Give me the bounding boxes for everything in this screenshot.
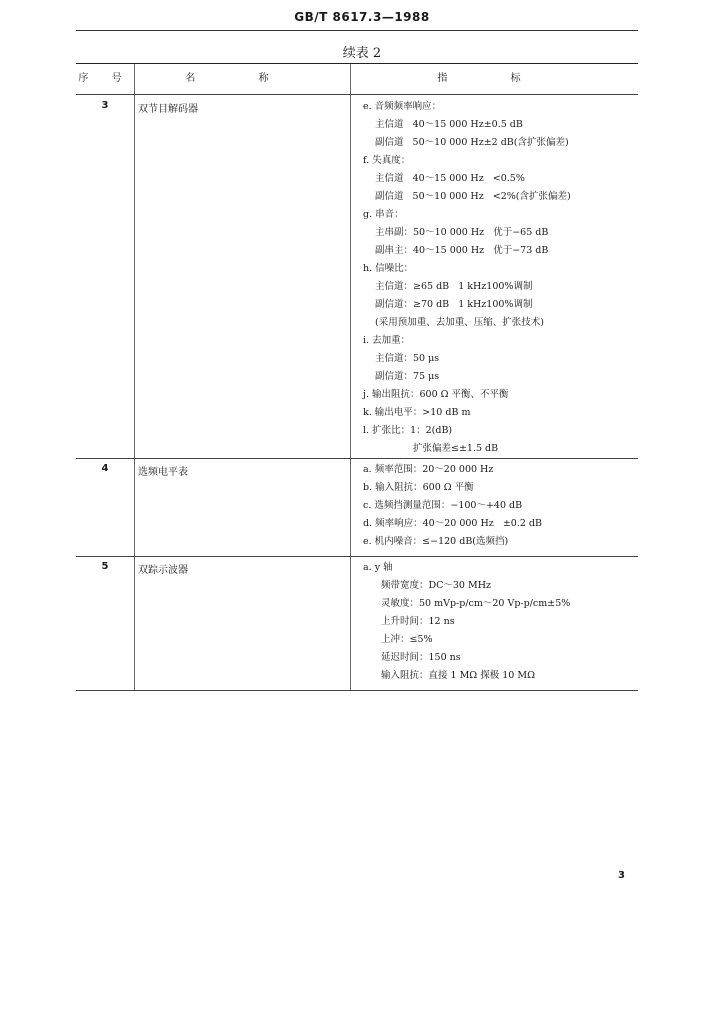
header-rule — [76, 30, 638, 31]
spec-line: 扩张偏差≤±1.5 dB — [413, 443, 499, 454]
spec-list — [363, 98, 571, 458]
spec-line: g. 串音： — [363, 209, 404, 220]
column-divider — [350, 64, 351, 690]
row-number: 4 — [101, 463, 109, 474]
spec-line: 主信道：≥65 dB 1 kHz100%调制 — [375, 281, 533, 292]
spec-line: (采用预加重、去加重、压缩、扩张技术) — [375, 317, 544, 328]
header-divider — [76, 94, 638, 95]
spec-line: 灵敏度：50 mVp-p/cm～20 Vp-p/cm±5% — [381, 598, 571, 609]
spec-line: 副信道：75 μs — [375, 371, 440, 382]
spec-line: e. 机内噪音：≤−120 dB(选频挡) — [363, 536, 509, 547]
spec-line: h. 信噪比： — [363, 263, 414, 274]
row-divider — [76, 556, 638, 557]
spec-line: 副串主：40～15 000 Hz 优于−73 dB — [375, 245, 549, 256]
table-caption: 续表 2 — [342, 46, 382, 61]
row-divider — [76, 458, 638, 459]
spec-list — [363, 559, 570, 685]
column-header-number: 序 号 — [78, 73, 132, 84]
page-number: 3 — [618, 870, 625, 881]
spec-line: 副信道 50～10 000 Hz <2%(含扩张偏差) — [375, 191, 571, 202]
spec-line: c. 选频挡测量范围：−100～+40 dB — [363, 500, 523, 511]
instrument-name: 双踪示波器 — [138, 565, 188, 576]
spec-line: 主信道：50 μs — [375, 353, 440, 364]
spec-line: a. y 轴 — [363, 562, 393, 573]
spec-line: 副信道 50～10 000 Hz±2 dB(含扩张偏差) — [375, 137, 569, 148]
spec-line: j. 输出阻抗：600 Ω 平衡、不平衡 — [363, 389, 509, 400]
spec-line: d. 频率响应：40～20 000 Hz ±0.2 dB — [363, 518, 542, 529]
spec-line: 延迟时间：150 ns — [381, 652, 461, 663]
row-number: 5 — [101, 561, 109, 572]
spec-line: 副信道：≥70 dB 1 kHz100%调制 — [375, 299, 533, 310]
instrument-name: 选频电平表 — [138, 467, 188, 478]
standard-code-header: GB/T 8617.3—1988 — [294, 10, 430, 24]
spec-table — [76, 63, 638, 691]
spec-line: a. 频率范围：20～20 000 Hz — [363, 464, 494, 475]
spec-line: e. 音频频率响应： — [363, 101, 442, 112]
column-header-name: 名 称 — [185, 73, 299, 84]
spec-line: f. 失真度： — [363, 155, 411, 166]
spec-line: 主信道 40～15 000 Hz <0.5% — [375, 173, 525, 184]
spec-line: 上升时间：12 ns — [381, 616, 455, 627]
spec-line: 频带宽度：DC～30 MHz — [381, 580, 492, 591]
column-divider — [134, 64, 135, 690]
row-number: 3 — [101, 100, 109, 111]
spec-list — [363, 461, 542, 551]
column-header-spec: 指 标 — [437, 73, 551, 84]
spec-line: 主串副：50～10 000 Hz 优于−65 dB — [375, 227, 549, 238]
spec-line: b. 输入阻抗：600 Ω 平衡 — [363, 482, 474, 493]
instrument-name: 双节目解码器 — [138, 104, 198, 115]
spec-line: 上冲：≤5% — [381, 634, 433, 645]
spec-line: k. 输出电平：>10 dB m — [363, 407, 471, 418]
spec-line: l. 扩张比：1：2(dB) — [363, 425, 453, 436]
spec-line: 主信道 40～15 000 Hz±0.5 dB — [375, 119, 523, 130]
spec-line: i. 去加重： — [363, 335, 411, 346]
spec-line: 输入阻抗：直接 1 MΩ 探极 10 MΩ — [381, 670, 535, 681]
